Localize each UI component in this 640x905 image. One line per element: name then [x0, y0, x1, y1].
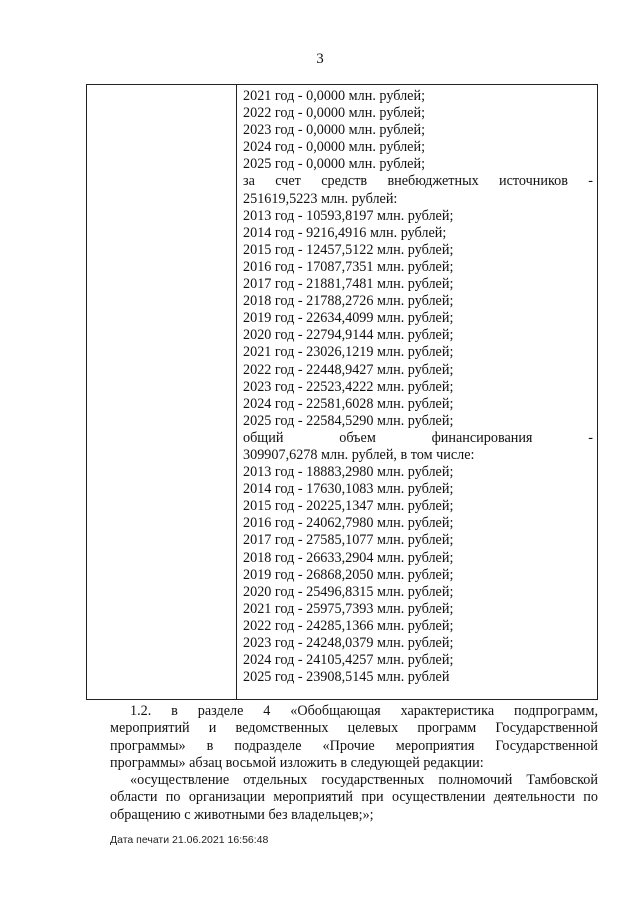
- paragraph-line: «осуществление отдельных государственных полномочий Тамбовской: [130, 772, 598, 788]
- table-line: 2018 год - 26633,2904 млн. рублей;: [243, 549, 454, 566]
- paragraph-line: области по организации мероприятий при осуществлении деятельности по: [110, 789, 598, 806]
- table-line: 2015 год - 20225,1347 млн. рублей;: [243, 498, 454, 515]
- table-line: 2025 год - 22584,5290 млн. рублей;: [243, 412, 454, 429]
- table-line: 2014 год - 17630,1083 млн. рублей;: [243, 481, 454, 498]
- table-line: 2020 год - 25496,8315 млн. рублей;: [243, 583, 454, 600]
- paragraph-line: обращению с животными без владельцев;»;: [110, 806, 374, 823]
- financing-table: [86, 84, 598, 700]
- total-financing-heading: общий объем финансирования -: [243, 429, 593, 446]
- table-line: 2018 год - 21788,2726 млн. рублей;: [243, 293, 454, 310]
- table-line: 2014 год - 9216,4916 млн. рублей;: [243, 224, 447, 241]
- table-line: 2017 год - 21881,7481 млн. рублей;: [243, 276, 454, 293]
- paragraph-line: программы» в подразделе «Прочие мероприятия Государственной: [110, 737, 598, 754]
- table-line: 2025 год - 0,0000 млн. рублей;: [243, 156, 426, 173]
- table-line: 2019 год - 26868,2050 млн. рублей;: [243, 566, 454, 583]
- table-line: 2022 год - 24285,1366 млн. рублей;: [243, 617, 454, 634]
- paragraph-line: программы» абзац восьмой изложить в следующей редакции:: [110, 754, 484, 771]
- print-date: Дата печати 21.06.2021 16:56:48: [110, 834, 269, 846]
- table-line: 2024 год - 0,0000 млн. рублей;: [243, 139, 426, 156]
- quoted-paragraph: [110, 772, 598, 824]
- table-line: 2021 год - 0,0000 млн. рублей;: [243, 88, 426, 104]
- financing-cell: [243, 88, 593, 686]
- table-line: 2025 год - 23908,5145 млн. рублей: [243, 669, 450, 686]
- paragraph-line: 1.2. в разделе 4 «Обобщающая характеристика подпрограмм,: [130, 703, 598, 719]
- table-line: 2013 год - 18883,2980 млн. рублей;: [243, 464, 454, 481]
- paragraph-line: мероприятий и ведомственных целевых программ Государственной: [110, 720, 598, 737]
- table-line: 2015 год - 12457,5122 млн. рублей;: [243, 241, 454, 258]
- table-line: 2024 год - 22581,6028 млн. рублей;: [243, 395, 454, 412]
- amendment-paragraph: [110, 703, 598, 772]
- table-line: 2017 год - 27585,1077 млн. рублей;: [243, 532, 454, 549]
- table-line: 2016 год - 24062,7980 млн. рублей;: [243, 515, 454, 532]
- table-line: 2019 год - 22634,4099 млн. рублей;: [243, 310, 454, 327]
- table-line: 2020 год - 22794,9144 млн. рублей;: [243, 327, 454, 344]
- extra-budget-total: 251619,5223 млн. рублей:: [243, 190, 398, 207]
- table-line: 2021 год - 23026,1219 млн. рублей;: [243, 344, 454, 361]
- table-line: 2016 год - 17087,7351 млн. рублей;: [243, 258, 454, 275]
- table-line: 2022 год - 0,0000 млн. рублей;: [243, 105, 426, 122]
- extra-budget-heading: за счет средств внебюджетных источников -: [243, 173, 593, 190]
- page-number: 3: [316, 51, 324, 67]
- table-line: 2023 год - 24248,0379 млн. рублей;: [243, 635, 454, 651]
- table-line: 2024 год - 24105,4257 млн. рублей;: [243, 652, 454, 669]
- table-line: 2023 год - 22523,4222 млн. рублей;: [243, 378, 454, 395]
- table-line: 2022 год - 22448,9427 млн. рублей;: [243, 361, 454, 378]
- table-line: 2013 год - 10593,8197 млн. рублей;: [243, 207, 454, 224]
- table-line: 2021 год - 25975,7393 млн. рублей;: [243, 600, 454, 617]
- table-line: 2023 год - 0,0000 млн. рублей;: [243, 122, 426, 139]
- total-financing-value: 309907,6278 млн. рублей, в том числе:: [243, 446, 475, 463]
- table-column-divider: [236, 85, 237, 699]
